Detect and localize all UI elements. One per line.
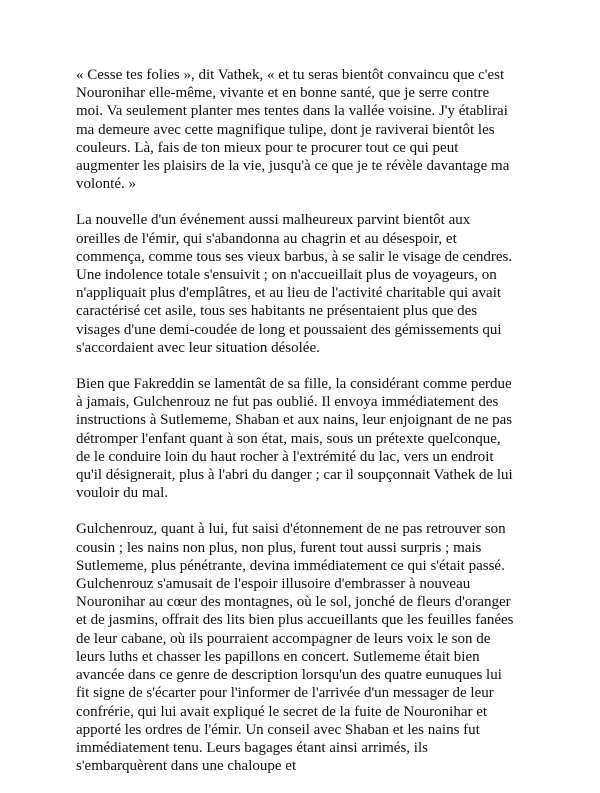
document-page xyxy=(76,66,516,793)
paragraph-fakreddin-instructions: Bien que Fakreddin se lamentât de sa fille, la considérant comme perdue à jamais, Gulchenrouz ne fut pas oublié. Il envoya immédiatement des instructions à Sutlememe, Shaban et aux nains, leur enjoignant de ne pas détromper l'enfant quant à son état, mais, sous un prétexte quelconque, de le conduire loin du haut rocher à l'extrémité du lac, vers un endroit qu'il désignerait, plus à l'abri du danger ; car il soupçonnait Vathek de lui vouloir du mal. xyxy=(76,376,513,502)
paragraph-vathek-speech: « Cesse tes folies », dit Vathek, « et tu seras bientôt convaincu que c'est Nouronihar elle-même, vivante et en bonne santé, que je serre contre moi. Va seulement planter mes tentes dans la vallée voisine. J'y établirai ma demeure avec cette magnifique tulipe, dont je raviverai bientôt les couleurs. Là, fais de ton mieux pour te procurer tout ce qui peut augmenter les plaisirs de la vie, jusqu'à ce que je te révèle davantage ma volonté. » xyxy=(76,67,510,193)
paragraph-emir-grief: La nouvelle d'un événement aussi malheureux parvint bientôt aux oreilles de l'émir, qui s'abandonna au chagrin et au désespoir, et commença, comme tous ses vieux barbus, à se salir le visage de cendres. Une indolence totale s'ensuivit ; on n'accueillait plus de voyageurs, on n'appliquait plus d'emplâtres, et au lieu de l'activité charitable qui avait caractérisé cet asile, tous ses habitants ne présentaient plus que des visages d'une demi-coudée de long et poussaient des gémissements qui s'accordaient avec leur situation désolée. xyxy=(76,212,513,356)
paragraph-gulchenrouz-sutlememe: Gulchenrouz, quant à lui, fut saisi d'étonnement de ne pas retrouver son cousin ; les nains non plus, non plus, furent tout aussi surpris ; mais Sutlememe, plus pénétrante, devina immédiatement ce qui s'était passé. Gulchenrouz s'amusait de l'espoir illusoire d'embrasser à nouveau Nouronihar au cœur des montagnes, où le sol, jonché de fleurs d'oranger et de jasmins, offrait des lits bien plus accueillants que les feuilles fanées de leur cabane, où ils pourraient accompagner de leurs voix le son de leurs luths et chasser les papillons en concert. Sutlememe était bien avancée dans ce genre de description lorsqu'un des quatre eunuques lui fit signe de s'écarter pour l'informer de l'arrivée d'un messager de leur confrérie, qui lui avait expliqué le secret de la fuite de Nouronihar et apporté les ordres de l'émir. Un conseil avec Shaban et les nains fut immédiatement tenu. Leurs bagages étant ainsi arrimés, ils s'embarquèrent dans une chaloupe et xyxy=(76,521,514,775)
